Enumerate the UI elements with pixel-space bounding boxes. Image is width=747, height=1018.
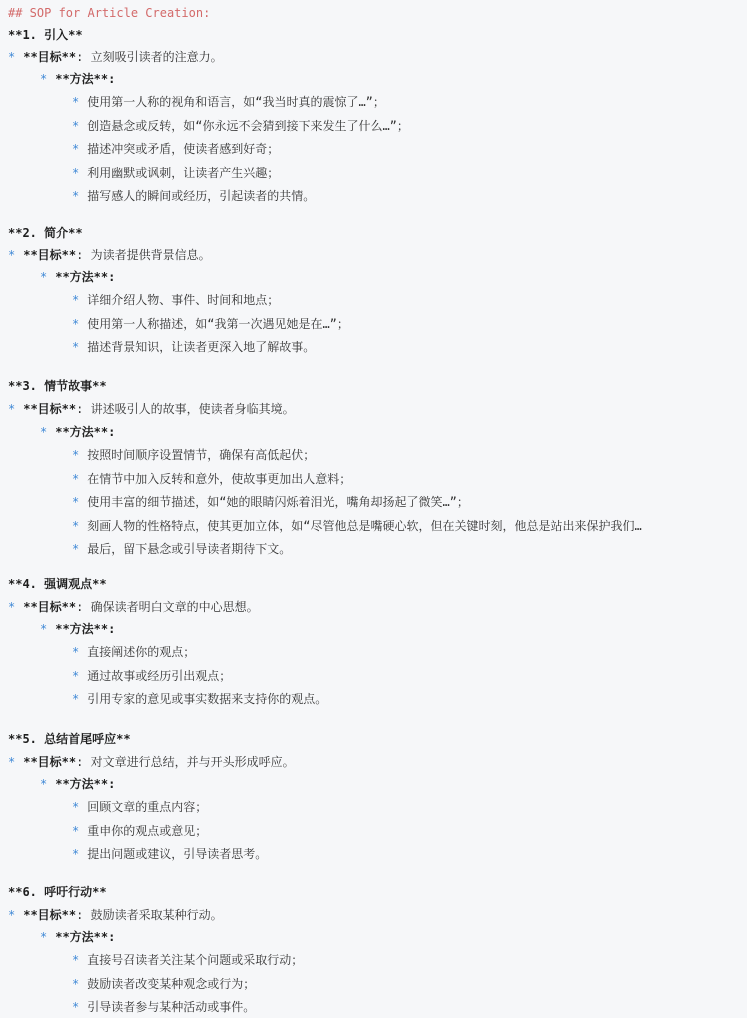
bullet-marker: * [72,340,80,354]
method-item [72,185,315,207]
goal-line [8,244,211,266]
bullet-marker: * [72,317,80,331]
goal-line [8,751,295,773]
goal-label: **目标** [23,600,77,614]
goal-text: : 确保读者明白文章的中心思想。 [76,600,259,614]
method-item [72,336,315,358]
section-title-line [8,375,107,397]
bullet-marker: * [72,953,80,967]
method-item [72,641,195,663]
goal-label: **目标** [23,755,77,769]
method-item-text: 回顾文章的重点内容； [87,800,208,814]
method-item-text: 引导读者参与某种活动或事件。 [87,1000,256,1014]
bullet-marker: * [8,600,16,614]
method-item-text: 创造悬念或反转，如“你永远不会猜到接下来发生了什么…”； [87,119,409,133]
method-item-text: 按照时间顺序设置情节，确保有高低起伏； [87,448,316,462]
bullet-marker: * [8,755,16,769]
bullet-marker: * [72,692,80,706]
method-item-text: 最后，留下悬念或引导读者期待下文。 [87,542,292,556]
method-item [72,973,255,995]
method-item [72,996,255,1018]
method-item [72,820,207,842]
method-item [72,162,279,184]
method-label: **方法**: [55,777,116,791]
bullet-marker: * [40,622,48,636]
section-title-line [8,728,131,750]
section-title: **1. 引入** [8,28,83,42]
section-title: **6. 呼吁行动** [8,885,107,899]
bullet-marker: * [72,142,80,156]
method-line [40,926,115,948]
method-item [72,91,385,113]
method-item [72,115,409,137]
doc-heading-line [8,2,210,24]
bullet-marker: * [40,270,48,284]
method-item [72,313,349,335]
bullet-marker: * [40,425,48,439]
bullet-marker: * [72,293,80,307]
bullet-marker: * [72,847,80,861]
goal-label: **目标** [23,908,77,922]
method-item-text: 使用丰富的细节描述，如“她的眼睛闪烁着泪光，嘴角却扬起了微笑…”； [87,495,469,509]
method-line [40,421,115,443]
method-line [40,266,115,288]
goal-text: : 讲述吸引人的故事，使读者身临其境。 [76,402,295,416]
goal-line [8,398,295,420]
section-title-line [8,222,83,244]
goal-text: : 对文章进行总结，并与开头形成呼应。 [76,755,295,769]
bullet-marker: * [40,777,48,791]
method-item-text: 直接阐述你的观点； [87,645,196,659]
goal-line [8,596,259,618]
method-label: **方法**: [55,425,116,439]
method-label: **方法**: [55,622,116,636]
bullet-marker: * [72,824,80,838]
method-line [40,618,115,640]
method-item [72,515,642,537]
method-item [72,796,207,818]
goal-label: **目标** [23,248,77,262]
bullet-marker: * [72,166,80,180]
bullet-marker: * [72,189,80,203]
method-item-text: 详细介绍人物、事件、时间和地点； [87,293,280,307]
method-item-text: 刻画人物的性格特点，使其更加立体，如“尽管他总是嘴硬心软，但在关键时刻，他总是站出来保护我们… [87,519,642,533]
bullet-marker: * [8,402,16,416]
method-item-text: 重申你的观点或意见； [87,824,208,838]
method-item [72,538,291,560]
bullet-marker: * [72,800,80,814]
bullet-marker: * [72,472,80,486]
section-title-line [8,881,107,903]
bullet-marker: * [72,1000,80,1014]
method-item-text: 描述冲突或矛盾，使读者感到好奇； [87,142,280,156]
method-item-text: 提出问题或建议，引导读者思考。 [87,847,268,861]
method-item [72,949,303,971]
method-item [72,289,279,311]
goal-text: : 为读者提供背景信息。 [76,248,211,262]
goal-label: **目标** [23,50,77,64]
bullet-marker: * [72,119,80,133]
bullet-marker: * [8,248,16,262]
goal-text: : 鼓励读者采取某种行动。 [76,908,223,922]
bullet-marker: * [72,95,80,109]
section-title: **4. 强调观点** [8,577,107,591]
method-item-text: 使用第一人称的视角和语言，如“我当时真的震惊了…”； [87,95,385,109]
method-item-text: 使用第一人称描述，如“我第一次遇见她是在…”； [87,317,349,331]
bullet-marker: * [8,50,16,64]
goal-text: : 立刻吸引读者的注意力。 [76,50,223,64]
method-item [72,688,327,710]
method-item-text: 引用专家的意见或事实数据来支持你的观点。 [87,692,328,706]
bullet-marker: * [72,448,80,462]
bullet-marker: * [72,669,80,683]
method-item [72,444,315,466]
method-item-text: 利用幽默或讽刺，让读者产生兴趣； [87,166,280,180]
method-item [72,468,351,490]
section-title: **2. 简介** [8,226,83,240]
method-item-text: 鼓励读者改变某种观念或行为； [87,977,256,991]
bullet-marker: * [72,645,80,659]
bullet-marker: * [72,542,80,556]
bullet-marker: * [40,930,48,944]
method-line [40,68,115,90]
method-item [72,843,267,865]
method-item [72,665,231,687]
method-item [72,491,469,513]
goal-line [8,46,223,68]
bullet-marker: * [40,72,48,86]
method-item-text: 直接号召读者关注某个问题或采取行动； [87,953,304,967]
goal-line [8,904,223,926]
method-item [72,138,279,160]
goal-label: **目标** [23,402,77,416]
method-label: **方法**: [55,72,116,86]
doc-heading: ## SOP for Article Creation: [8,6,211,20]
method-label: **方法**: [55,930,116,944]
bullet-marker: * [72,977,80,991]
method-item-text: 描述背景知识，让读者更深入地了解故事。 [87,340,316,354]
section-title-line [8,24,83,46]
bullet-marker: * [72,495,80,509]
method-item-text: 通过故事或经历引出观点； [87,669,232,683]
section-title-line [8,573,107,595]
bullet-marker: * [8,908,16,922]
method-label: **方法**: [55,270,116,284]
method-line [40,773,115,795]
section-title: **5. 总结首尾呼应** [8,732,131,746]
method-item-text: 在情节中加入反转和意外，使故事更加出人意料； [87,472,352,486]
section-title: **3. 情节故事** [8,379,107,393]
method-item-text: 描写感人的瞬间或经历，引起读者的共情。 [87,189,316,203]
bullet-marker: * [72,519,80,533]
